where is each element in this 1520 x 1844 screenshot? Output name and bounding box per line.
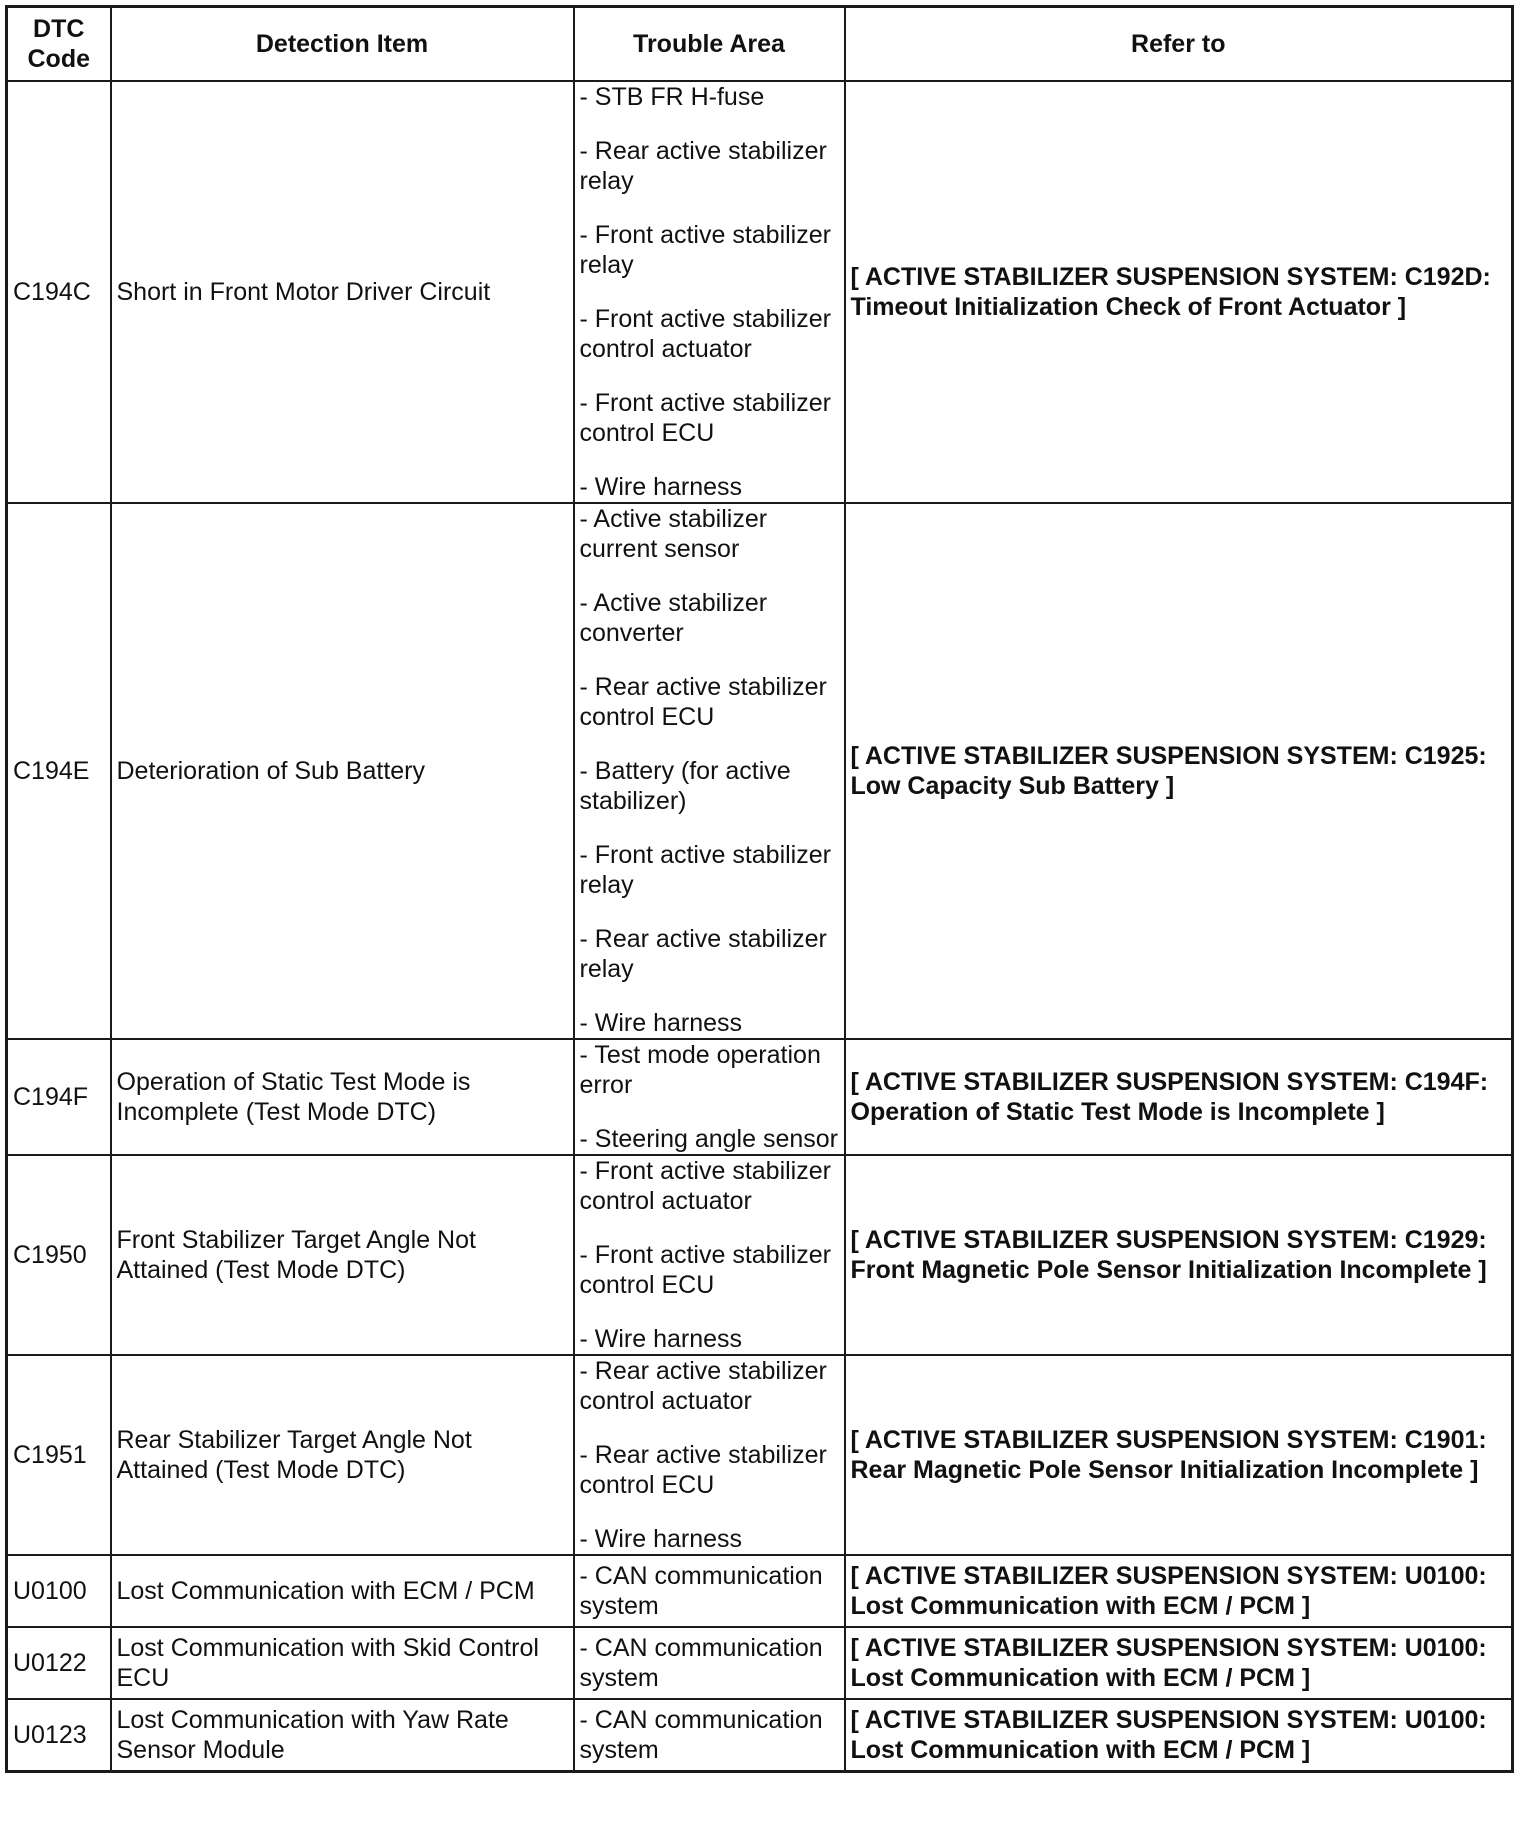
trouble-area-cell (574, 81, 845, 503)
table-row (7, 1355, 1513, 1555)
refer-to-link[interactable] (845, 1555, 1513, 1627)
detection-item-cell: Lost Communication with Yaw Rate Sensor Module (111, 1699, 574, 1771)
detection-item-cell: Deterioration of Sub Battery (111, 503, 574, 1039)
trouble-area-item: - Wire harness (579, 473, 743, 501)
table-row (7, 81, 1513, 503)
trouble-area-item: - Rear active stabilizer control ECU (579, 673, 827, 731)
dtc-table (5, 5, 1514, 1773)
table-row (7, 1627, 1513, 1699)
refer-to-text: [ ACTIVE STABILIZER SUSPENSION SYSTEM: U0100: Lost Communication with ECM / PCM ] (850, 1634, 1487, 1692)
detection-item-cell: Short in Front Motor Driver Circuit (111, 81, 574, 503)
refer-to-link[interactable] (845, 81, 1513, 503)
dtc-code-cell: C194F (7, 1039, 111, 1155)
header-trouble-area: Trouble Area (574, 7, 845, 82)
refer-to-link[interactable] (845, 1039, 1513, 1155)
trouble-area-cell (574, 503, 845, 1039)
trouble-area-cell (574, 1699, 845, 1771)
trouble-area-cell (574, 1627, 845, 1699)
trouble-area-cell (574, 1355, 845, 1555)
dtc-code-cell: U0123 (7, 1699, 111, 1771)
refer-to-text: [ ACTIVE STABILIZER SUSPENSION SYSTEM: C1929: Front Magnetic Pole Sensor Initialization Incomplete ] (850, 1226, 1487, 1284)
detection-item-cell: Front Stabilizer Target Angle Not Attained (Test Mode DTC) (111, 1155, 574, 1355)
refer-to-text: [ ACTIVE STABILIZER SUSPENSION SYSTEM: C1925: Low Capacity Sub Battery ] (850, 742, 1487, 800)
trouble-area-item: - Test mode operation error (579, 1041, 821, 1099)
trouble-area-item: - STB FR H-fuse (579, 83, 765, 111)
table-row (7, 1039, 1513, 1155)
trouble-area-item: - Steering angle sensor (579, 1125, 838, 1153)
header-dtc-code: DTC Code (7, 7, 111, 82)
table-row (7, 503, 1513, 1039)
trouble-area-cell (574, 1555, 845, 1627)
trouble-area-item: - CAN communication system (579, 1562, 823, 1620)
trouble-area-item: - Rear active stabilizer control ECU (579, 1441, 827, 1499)
trouble-area-item: - Front active stabilizer control actuator (579, 1157, 831, 1215)
trouble-area-item: - Active stabilizer current sensor (579, 505, 768, 563)
trouble-area-item: - Front active stabilizer control actuator (579, 305, 831, 363)
table-row (7, 1699, 1513, 1771)
trouble-area-item: - Front active stabilizer control ECU (579, 1241, 831, 1299)
dtc-code-cell: C1951 (7, 1355, 111, 1555)
refer-to-text: [ ACTIVE STABILIZER SUSPENSION SYSTEM: U0100: Lost Communication with ECM / PCM ] (850, 1562, 1487, 1620)
detection-item-cell: Rear Stabilizer Target Angle Not Attained (Test Mode DTC) (111, 1355, 574, 1555)
table-row (7, 1155, 1513, 1355)
detection-item-cell: Lost Communication with Skid Control ECU (111, 1627, 574, 1699)
header-row (7, 7, 1513, 82)
trouble-area-cell (574, 1039, 845, 1155)
refer-to-link[interactable] (845, 1355, 1513, 1555)
trouble-area-item: - Wire harness (579, 1525, 743, 1553)
header-detection-item: Detection Item (111, 7, 574, 82)
dtc-code-cell: C194C (7, 81, 111, 503)
refer-to-link[interactable] (845, 1155, 1513, 1355)
table-row (7, 1555, 1513, 1627)
trouble-area-item: - Rear active stabilizer relay (579, 925, 827, 983)
trouble-area-item: - Front active stabilizer relay (579, 221, 831, 279)
trouble-area-item: - Battery (for active stabilizer) (579, 757, 791, 815)
dtc-code-cell: U0122 (7, 1627, 111, 1699)
trouble-area-item: - Wire harness (579, 1325, 743, 1353)
detection-item-cell: Lost Communication with ECM / PCM (111, 1555, 574, 1627)
refer-to-text: [ ACTIVE STABILIZER SUSPENSION SYSTEM: C192D: Timeout Initialization Check of Front Actuator ] (850, 263, 1491, 321)
refer-to-text: [ ACTIVE STABILIZER SUSPENSION SYSTEM: U0100: Lost Communication with ECM / PCM ] (850, 1705, 1487, 1764)
trouble-area-item: - Active stabilizer converter (579, 589, 768, 647)
refer-to-link[interactable] (845, 503, 1513, 1039)
trouble-area-item: - Front active stabilizer relay (579, 841, 831, 899)
dtc-code-cell: U0100 (7, 1555, 111, 1627)
dtc-table-container (5, 5, 1514, 1773)
refer-to-text: [ ACTIVE STABILIZER SUSPENSION SYSTEM: C1901: Rear Magnetic Pole Sensor Initialization Incomplete ] (850, 1426, 1487, 1484)
table-header (7, 7, 1513, 82)
refer-to-link[interactable] (845, 1627, 1513, 1699)
trouble-area-item: - Rear active stabilizer relay (579, 137, 827, 195)
trouble-area-item: - CAN communication system (579, 1634, 823, 1692)
dtc-code-cell: C1950 (7, 1155, 111, 1355)
header-refer-to: Refer to (845, 7, 1513, 82)
trouble-area-item: - Rear active stabilizer control actuator (579, 1357, 827, 1415)
trouble-area-item: - Front active stabilizer control ECU (579, 389, 831, 447)
table-body (7, 81, 1513, 1771)
trouble-area-cell (574, 1155, 845, 1355)
trouble-area-item: - Wire harness (579, 1009, 743, 1037)
refer-to-text: [ ACTIVE STABILIZER SUSPENSION SYSTEM: C194F: Operation of Static Test Mode is Incomplete ] (850, 1068, 1489, 1126)
refer-to-link[interactable] (845, 1699, 1513, 1771)
trouble-area-item: - CAN communication system (579, 1705, 823, 1764)
dtc-code-cell: C194E (7, 503, 111, 1039)
detection-item-cell: Operation of Static Test Mode is Incomplete (Test Mode DTC) (111, 1039, 574, 1155)
